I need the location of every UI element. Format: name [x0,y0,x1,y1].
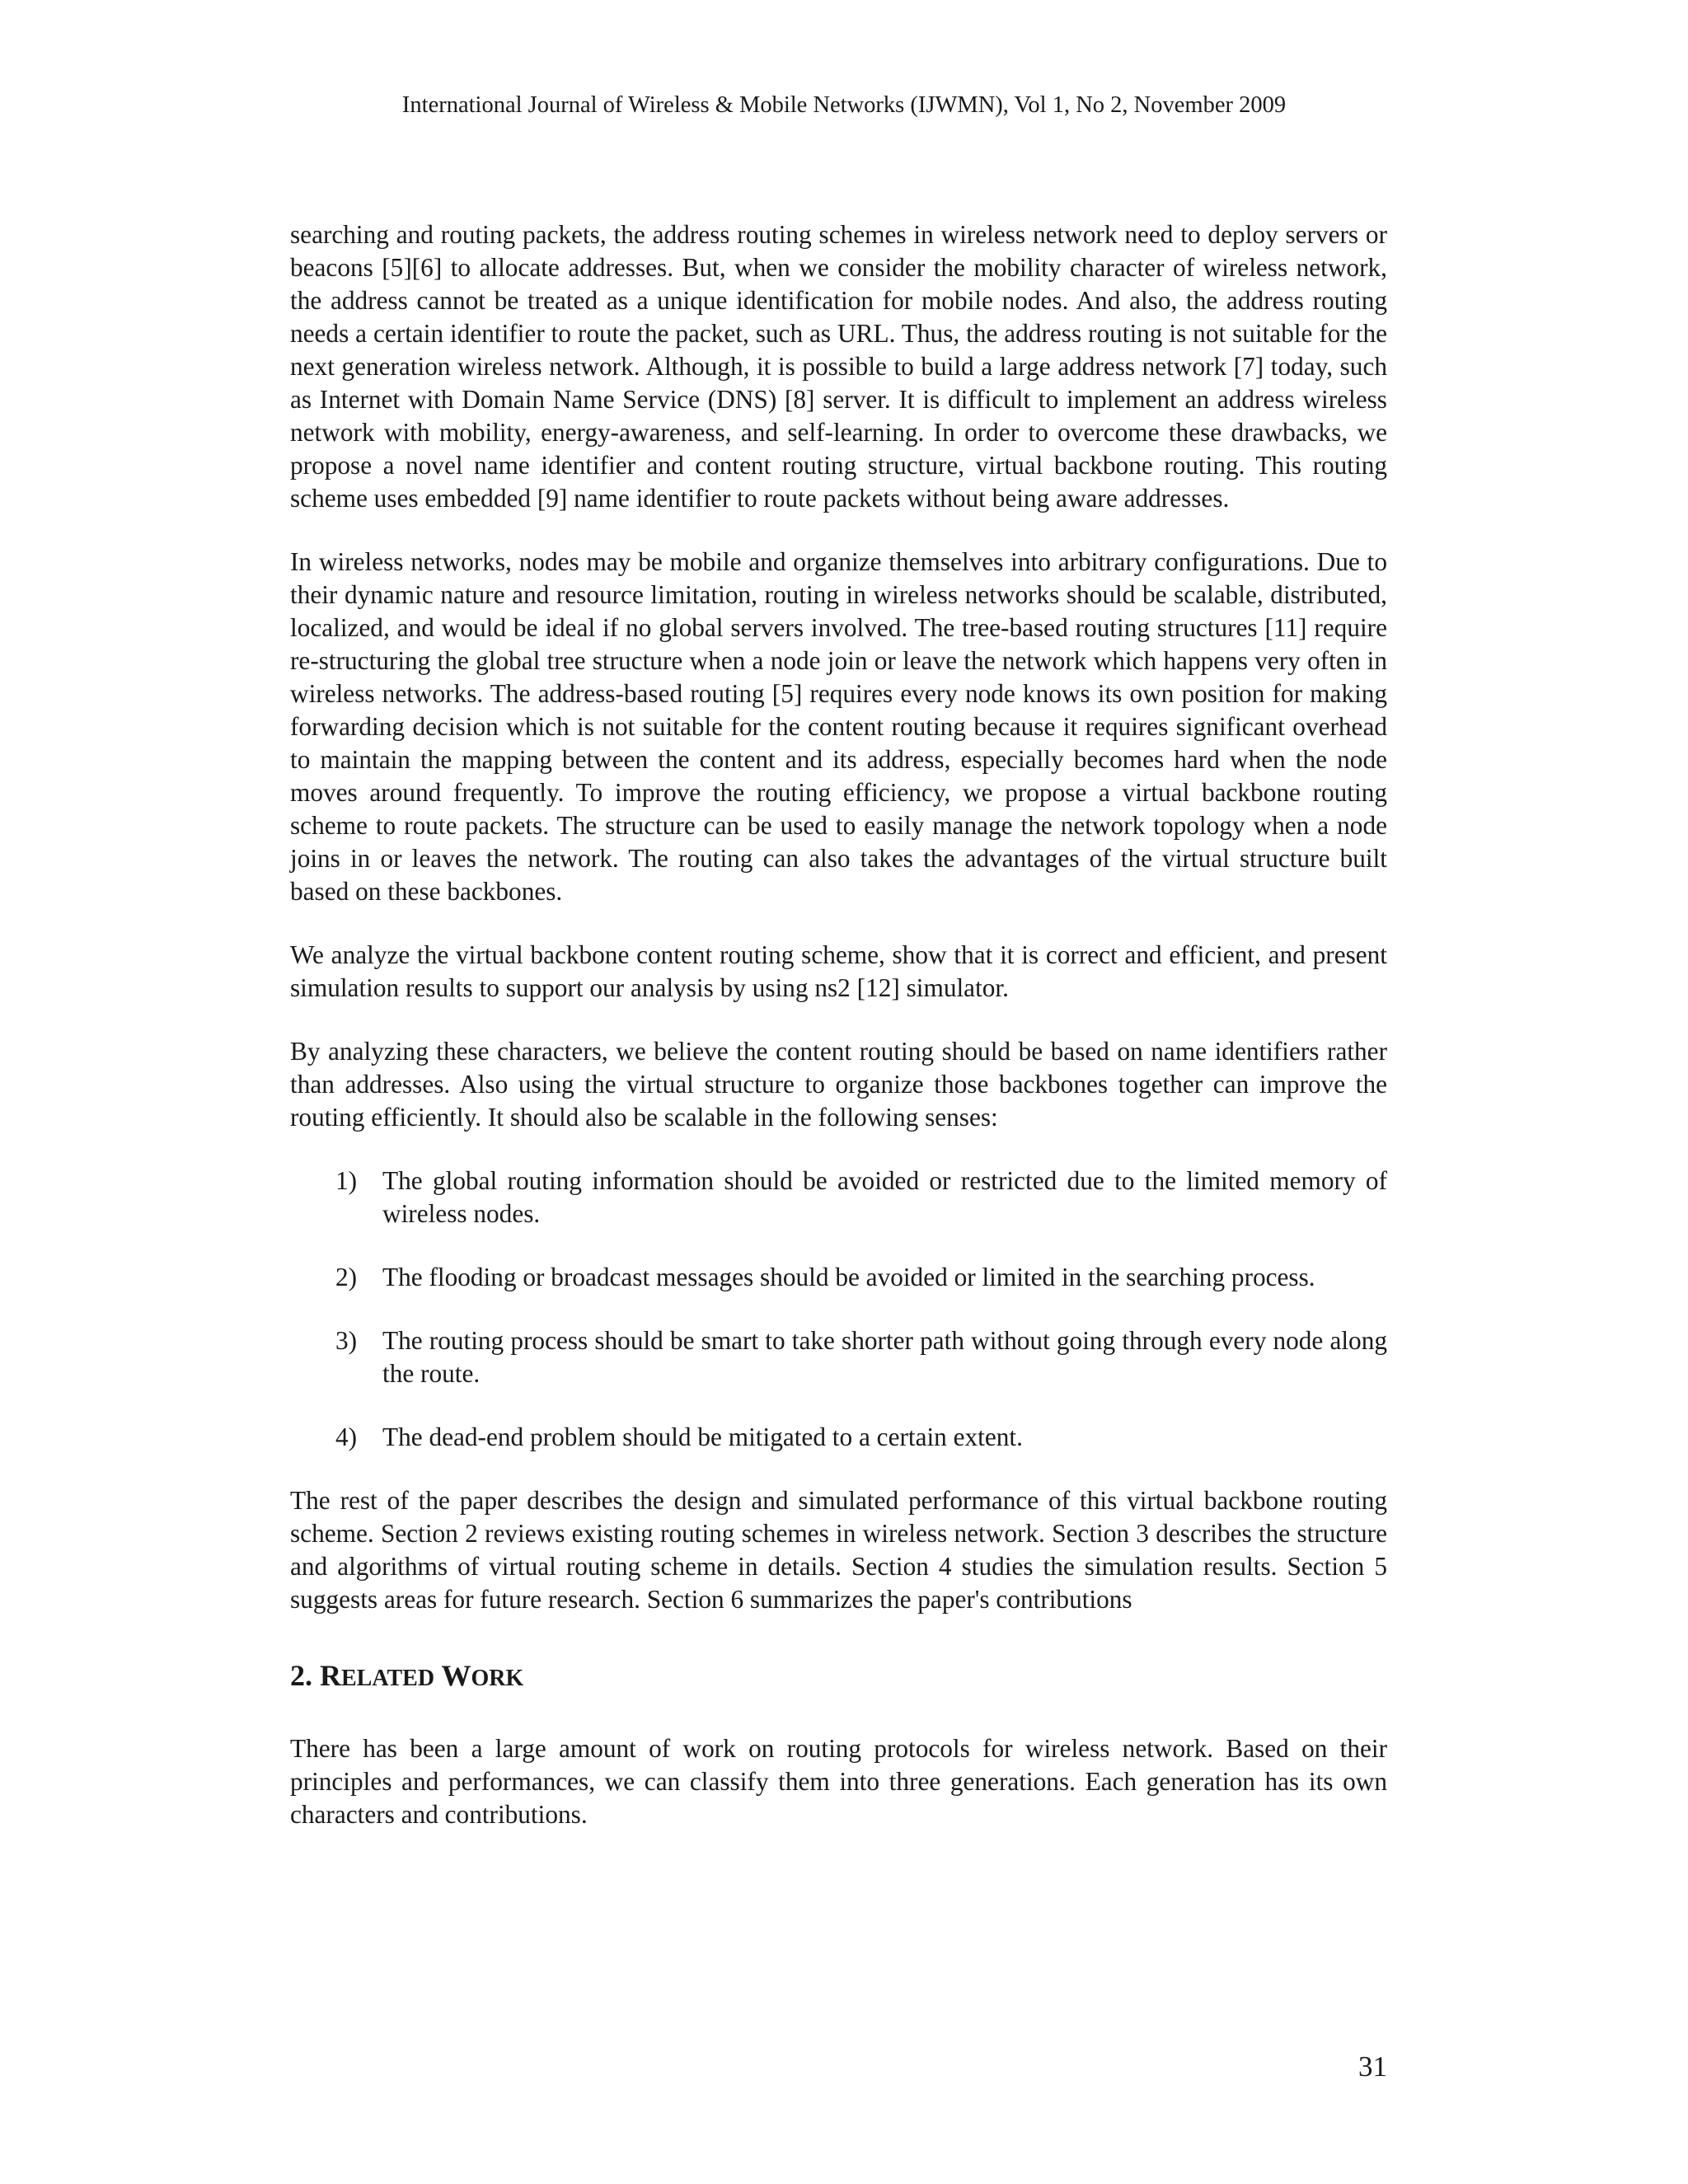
list-item [290,1261,1387,1294]
body-paragraph-1: searching and routing packets, the address routing schemes in wireless network need to deploy servers or beacons [5][6] to allocate addresses. But, when we consider the mobility character of wireless network, the address cannot be treated as a unique identification for mobile nodes. And also, the address routing needs a certain identifier to route the packet, such as URL. Thus, the address routing is not suitable for the next generation wireless network. Although, it is possible to build a large address network [7] today, such as Internet with Domain Name Service (DNS) [8] server. It is difficult to implement an address wireless network with mobility, energy-awareness, and self-learning. In order to overcome these drawbacks, we propose a novel name identifier and content routing structure, virtual backbone routing. This routing scheme uses embedded [9] name identifier to route packets without being aware addresses. [290,220,1387,513]
page-body [290,218,1387,1862]
section-title-initial-w: W [441,1659,471,1692]
list-item-text: The dead-end problem should be mitigated to a certain extent. [382,1422,1023,1451]
body-paragraph-3: We analyze the virtual backbone content routing scheme, show that it is correct and efficient, and present simulation results to support our analysis by using ns2 [12] simulator. [290,940,1387,1002]
body-paragraph-4: By analyzing these characters, we believe the content routing should be based on name identifiers rather than addresses. Also using the virtual structure to organize those backbones together can improve the routing efficiently. It should also be scalable in the following senses: [290,1037,1387,1132]
list-item-text: The flooding or broadcast messages should be avoided or limited in the searching process. [382,1263,1315,1291]
closing-paragraph: The rest of the paper describes the design and simulated performance of this virtual backbone routing scheme. Section 2 reviews existing routing schemes in wireless network. Section 3 describes the structure and algorithms of virtual routing scheme in details. Section 4 studies the simulation results. Section 5 suggests areas for future research. Section 6 summarizes the paper's contributions [290,1486,1387,1614]
section-number: 2. [290,1659,312,1692]
list-item [290,1421,1387,1454]
list-item-number: 4) [335,1422,358,1451]
list-item-text: The global routing information should be avoided or restricted due to the limited memory of wireless nodes. [382,1166,1387,1228]
section-title-initial-r: R [320,1659,341,1692]
list-item-number: 3) [335,1326,358,1355]
scalability-requirements-list [290,1165,1387,1454]
page-number: 31 [1358,2050,1387,2083]
list-item [290,1165,1387,1230]
list-item-number: 2) [335,1263,358,1291]
section-paragraph: There has been a large amount of work on routing protocols for wireless network. Based on their principles and performances, we can classify them into three generations. Each generation has its own characters and contributions. [290,1734,1387,1829]
section-title-rest-ork: ORK [471,1666,524,1691]
section-title-rest-elated: ELATED [341,1666,435,1691]
list-item-number: 1) [335,1166,358,1195]
running-header: International Journal of Wireless & Mobile Networks (IJWMN), Vol 1, No 2, November 2009 [401,92,1287,118]
list-item [290,1324,1387,1390]
body-paragraph-2: In wireless networks, nodes may be mobile and organize themselves into arbitrary configurations. Due to their dynamic nature and resource limitation, routing in wireless networks should be scalable, distributed, localized, and would be ideal if no global servers involved. The tree-based routing structures [11] require re-structuring the global tree structure when a node join or leave the network which happens very often in wireless networks. The address-based routing [5] requires every node knows its own position for making forwarding decision which is not suitable for the content routing because it requires significant overhead to maintain the mapping between the content and its address, especially becomes hard when the node moves around frequently. To improve the routing efficiency, we propose a virtual backbone routing scheme to route packets. The structure can be used to easily manage the network topology when a node joins in or leaves the network. The routing can also takes the advantages of the virtual structure built based on these backbones. [290,547,1387,906]
list-item-text: The routing process should be smart to take shorter path without going through every node along the route. [382,1326,1387,1388]
section-heading [290,1657,1387,1697]
